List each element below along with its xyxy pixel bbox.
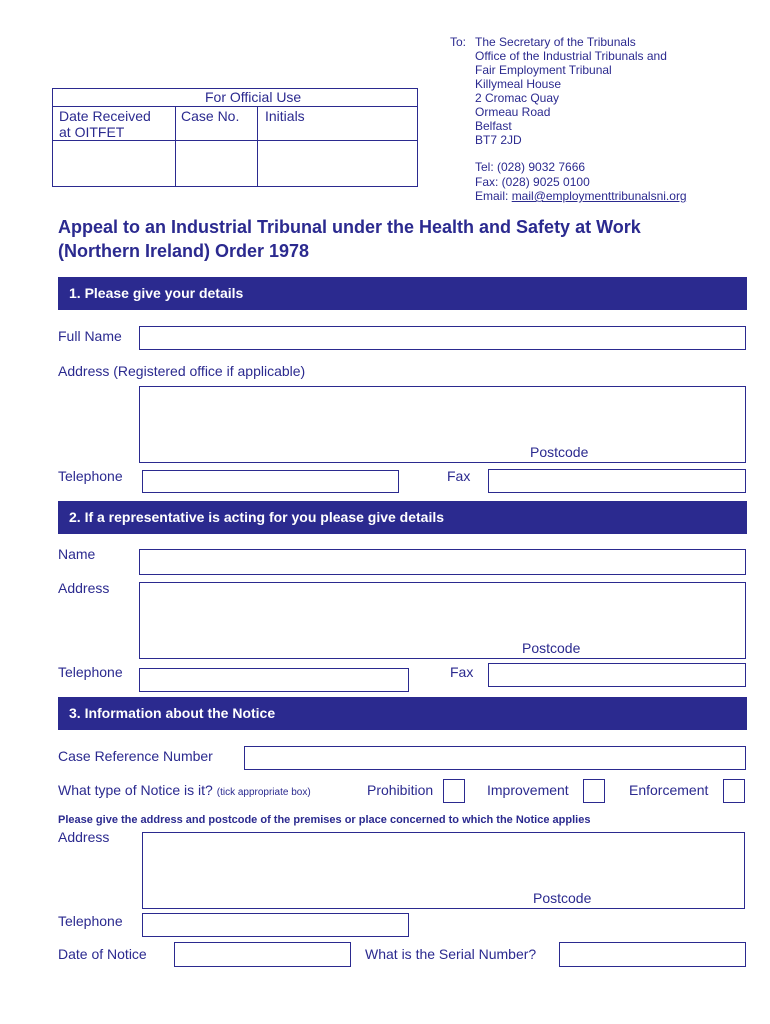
email-line: [475, 189, 687, 203]
premises-instruction: Please give the address and postcode of the premises or place concerned to which the Notice applies: [58, 814, 591, 826]
prohibition-checkbox[interactable]: [443, 779, 465, 803]
rep-fax-label: Fax: [450, 664, 474, 680]
full-name-input[interactable]: [139, 326, 746, 350]
address-line: Killymeal House: [475, 77, 562, 91]
address-line: Ormeau Road: [475, 105, 551, 119]
form-title-line1: Appeal to an Industrial Tribunal under the Health and Safety at Work: [58, 217, 641, 237]
notice-type-hint: (tick appropriate box): [216, 787, 311, 798]
enforcement-label: Enforcement: [629, 782, 709, 798]
address-line: BT7 2JD: [475, 133, 522, 147]
premises-postcode-label: Postcode: [533, 890, 592, 906]
rep-telephone-label: Telephone: [58, 664, 123, 680]
form-title-line2: (Northern Ireland) Order 1978: [58, 241, 310, 261]
postcode-label: Postcode: [530, 444, 589, 460]
case-no-label: Case No.: [181, 108, 240, 124]
email-label: Email:: [475, 189, 512, 203]
improvement-label: Improvement: [487, 782, 569, 798]
at-oitfet-label: at OITFET: [59, 124, 125, 140]
premises-address-label: Address: [58, 829, 110, 845]
section2-heading: 2. If a representative is acting for you please give details: [58, 501, 747, 534]
official-use-table: [52, 88, 418, 187]
improvement-checkbox[interactable]: [583, 779, 605, 803]
full-name-label: Full Name: [58, 328, 122, 344]
address-textarea[interactable]: [139, 386, 746, 463]
section1-heading: 1. Please give your details: [58, 277, 747, 310]
premises-telephone-label: Telephone: [58, 913, 123, 929]
telephone-input[interactable]: [142, 470, 399, 493]
official-use-header: [53, 89, 417, 107]
rep-address-textarea[interactable]: [139, 582, 746, 659]
rep-name-label: Name: [58, 546, 96, 562]
official-use-title: For Official Use: [205, 89, 302, 105]
notice-type-label: [58, 782, 311, 798]
address-line: Fair Employment Tribunal: [475, 63, 612, 77]
notice-type-question: What type of Notice is it?: [58, 782, 213, 798]
case-ref-label: Case Reference Number: [58, 748, 213, 764]
divider: [257, 106, 258, 187]
fax-input[interactable]: [488, 469, 746, 493]
address-line: Belfast: [475, 119, 512, 133]
divider: [175, 106, 176, 187]
serial-number-input[interactable]: [559, 942, 746, 967]
rep-telephone-input[interactable]: [139, 668, 409, 692]
telephone-label: Telephone: [58, 468, 123, 484]
address-line: Office of the Industrial Tribunals and: [475, 49, 667, 63]
serial-number-label: What is the Serial Number?: [365, 946, 537, 962]
rep-fax-input[interactable]: [488, 663, 746, 687]
to-label: To:: [450, 35, 467, 49]
rep-name-input[interactable]: [139, 549, 746, 575]
fax-line: Fax: (028) 9025 0100: [475, 175, 590, 189]
address-line: 2 Cromac Quay: [475, 91, 560, 105]
date-of-notice-input[interactable]: [174, 942, 351, 967]
premises-telephone-input[interactable]: [142, 913, 409, 937]
date-received-label: Date Received: [59, 108, 151, 124]
enforcement-checkbox[interactable]: [723, 779, 745, 803]
prohibition-label: Prohibition: [367, 782, 434, 798]
premises-address-textarea[interactable]: [142, 832, 745, 909]
divider: [53, 140, 417, 141]
email-link[interactable]: mail@employmenttribunalsni.org: [511, 189, 687, 203]
rep-postcode-label: Postcode: [522, 640, 581, 656]
case-ref-input[interactable]: [244, 746, 746, 770]
address-line: The Secretary of the Tribunals: [475, 35, 636, 49]
tel-line: Tel: (028) 9032 7666: [475, 160, 586, 174]
rep-address-label: Address: [58, 580, 110, 596]
date-of-notice-label: Date of Notice: [58, 946, 147, 962]
fax-label: Fax: [447, 468, 471, 484]
initials-label: Initials: [265, 108, 305, 124]
section3-heading: 3. Information about the Notice: [58, 697, 747, 730]
address-label: Address (Registered office if applicable): [58, 363, 306, 379]
